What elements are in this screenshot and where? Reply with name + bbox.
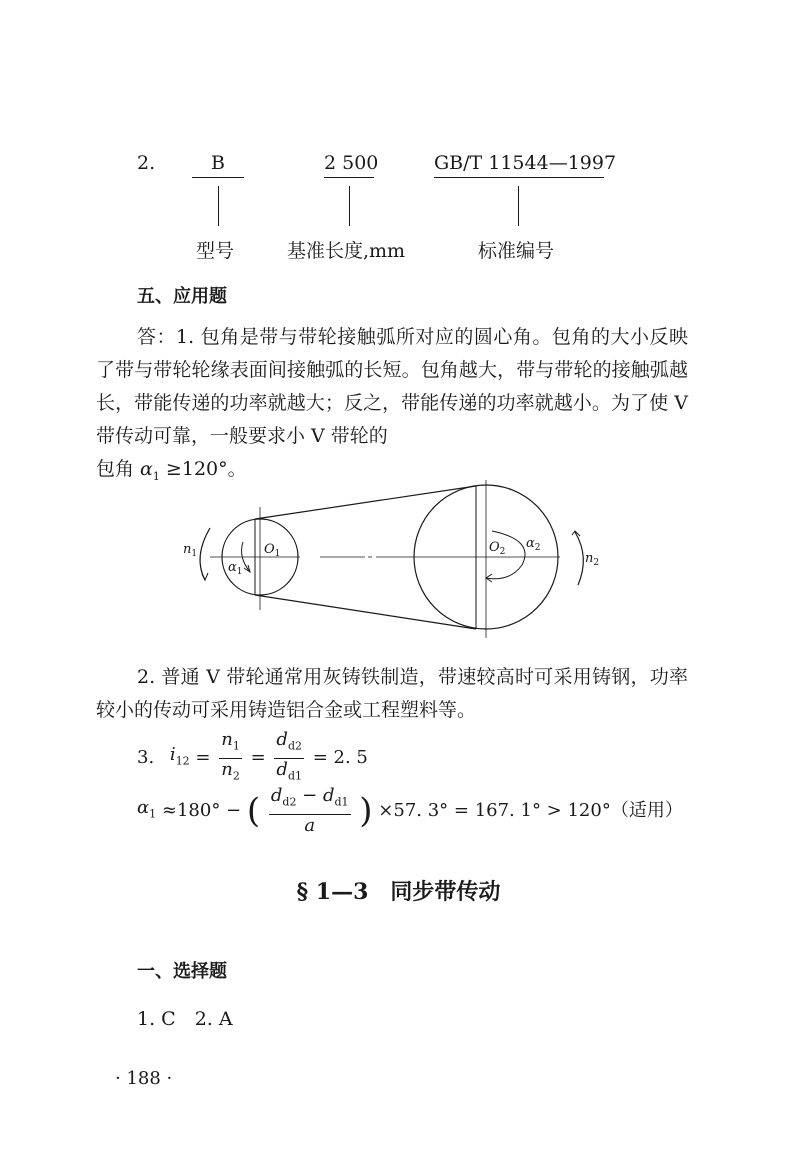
formula-alpha xyxy=(137,786,683,836)
alpha-result: ×57. 3° = 167. 1° > 120°（适用） xyxy=(378,799,683,821)
belt-bottom xyxy=(255,595,476,629)
answer1-tail-suffix: ≥120°。 xyxy=(159,458,247,480)
belt-top xyxy=(255,486,476,519)
right-paren: ) xyxy=(359,790,373,831)
label-O2: $O_2$ xyxy=(489,540,506,557)
alpha1-sub: 1 xyxy=(149,807,157,821)
code-length xyxy=(324,152,379,178)
approx-180: ≈180° − xyxy=(161,799,242,821)
code-standard-text: GB/T 11544—1997 xyxy=(434,152,604,178)
formula-ratio xyxy=(137,730,368,786)
equals-2: = xyxy=(250,747,266,769)
label-standard: 标准编号 xyxy=(478,240,555,262)
label-length: 基准长度,mm xyxy=(287,240,406,262)
code-type xyxy=(192,152,244,178)
page-number: · 188 · xyxy=(115,1068,173,1089)
answer2-text: 2. 普通 V 带轮通常用灰铸铁制造，带速较高时可采用铸钢，功率较小的传动可采用铸造铝合金或工程塑料等。 xyxy=(96,666,688,721)
section-title: § 1—3 同步带传动 xyxy=(296,879,501,905)
belt-drive-figure xyxy=(170,480,630,640)
code-length-text: 2 500 xyxy=(324,152,374,178)
code-type-text: B xyxy=(192,152,244,178)
answer1-paragraph xyxy=(96,321,688,453)
answer2-paragraph xyxy=(96,661,688,727)
section5-heading: 五、应用题 xyxy=(137,286,227,307)
label-a1: $\alpha_1$ xyxy=(228,560,243,577)
fraction-n: $\frac{n_1}{n_2}$ xyxy=(221,729,240,783)
label-O1: $O_1$ xyxy=(264,542,281,559)
section1-heading: 一、选择题 xyxy=(137,961,227,982)
fraction-diff: $\frac{d_{d2} - d_{d1}}{a}$ xyxy=(270,785,349,836)
fraction-d: $\frac{d_{d2}}{d_{d1}}$ xyxy=(276,729,302,783)
item-number: 2. xyxy=(137,152,156,174)
formula-number: 3. xyxy=(137,747,155,769)
leader-line-length xyxy=(349,186,350,226)
left-paren: ( xyxy=(246,790,261,831)
rotation-arrow-n1 xyxy=(200,528,210,580)
code-standard xyxy=(434,152,617,178)
section1-answers: 1. C 2. A xyxy=(137,1008,233,1030)
alpha-symbol: α xyxy=(140,458,153,480)
leader-line-standard xyxy=(518,186,519,226)
ratio-result: = 2. 5 xyxy=(312,747,368,769)
symbol-i: i xyxy=(169,743,176,765)
label-n2: $n_2$ xyxy=(585,551,600,568)
symbol-i-sub: 12 xyxy=(175,754,190,768)
rotation-arrow-n2 xyxy=(575,532,583,585)
answer1-text: 答：1. 包角是带与带轮接触弧所对应的圆心角。包角的大小反映了带与带轮轮缘表面间接触弧的长短。包角越大，带与带轮的接触弧越长，带能传递的功率就越大；反之，带能传递的功率就越小。为了使 V 带传动可靠，一般要求小 V 带轮的 xyxy=(96,326,688,447)
label-n1: $n_1$ xyxy=(183,542,198,559)
alpha1-symbol: α xyxy=(137,796,150,818)
alpha-sub: 1 xyxy=(152,469,160,483)
leader-line-type xyxy=(218,186,219,226)
answer1-tail-prefix: 包角 xyxy=(96,458,141,480)
label-a2: $\alpha_2$ xyxy=(526,536,541,553)
label-type: 型号 xyxy=(196,240,235,262)
equals-1: = xyxy=(195,747,211,769)
